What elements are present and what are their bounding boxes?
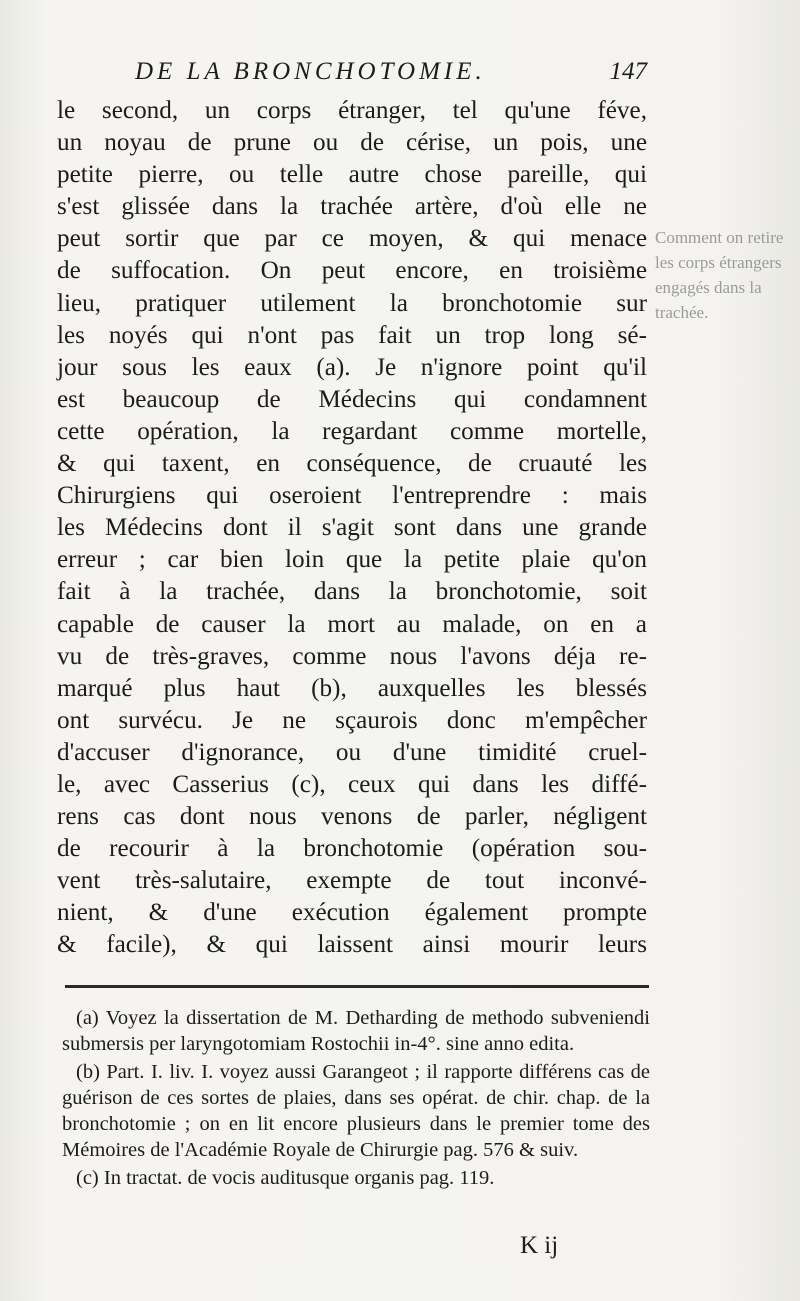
body-line: fait à la trachée, dans la bronchotomie, soit bbox=[57, 578, 647, 606]
footnote-b: (b) Part. I. liv. I. voyez aussi Garangeot ; il rapporte différens cas de guérison de ces sortes de plaies, dans ses opérat. de chir. chap. de la bronchotomie ; on en lit encore plusieurs dans le premier tome des Mémoires de l'Académie Royale de Chirurgie pag. 576 & suiv. bbox=[62, 1061, 650, 1161]
page-number: 147 bbox=[609, 58, 647, 85]
body-line: les Médecins dont il s'agit sont dans une grande bbox=[57, 514, 647, 542]
page-header bbox=[135, 58, 647, 94]
body-line: jour sous les eaux (a). Je n'ignore point qu'il bbox=[57, 353, 647, 381]
body-line: ont survécu. Je ne sçaurois donc m'empêcher bbox=[57, 706, 647, 734]
body-line: Chirurgiens qui oseroient l'entreprendre : mais bbox=[57, 482, 647, 510]
body-line: de recourir à la bronchotomie (opération sou- bbox=[57, 835, 647, 863]
body-line: s'est glissée dans la trachée artère, d'où elle ne bbox=[57, 193, 647, 221]
margin-note: Comment on retire les corps étrangers engagés dans la trachée. bbox=[655, 228, 784, 322]
body-line: peut sortir que par ce moyen, & qui menace bbox=[57, 225, 647, 253]
body-line: cette opération, la regardant comme mortelle, bbox=[57, 417, 647, 445]
footnote-a: (a) Voyez la dissertation de M. Detharding de methodo subveniendi submersis per laryngotomiam Rostochii in-4°. sine anno edita. bbox=[62, 1007, 650, 1055]
footnote-c: (c) In tractat. de vocis auditusque organis pag. 119. bbox=[76, 1167, 495, 1189]
body-line: marqué plus haut (b), auxquelles les blessés bbox=[57, 674, 647, 702]
body-line: erreur ; car bien loin que la petite plaie qu'on bbox=[57, 546, 647, 574]
body-line: est beaucoup de Médecins qui condamnent bbox=[57, 385, 647, 413]
running-head: DE LA BRONCHOTOMIE. bbox=[135, 58, 486, 85]
body-line: lieu, pratiquer utilement la bronchotomie sur bbox=[57, 289, 647, 317]
body-line: & qui taxent, en conséquence, de cruauté les bbox=[57, 450, 647, 478]
body-line: le, avec Casserius (c), ceux qui dans les diffé- bbox=[57, 770, 647, 798]
body-line: rens cas dont nous venons de parler, négligent bbox=[57, 803, 647, 831]
footnote-divider bbox=[65, 985, 649, 988]
body-line: les noyés qui n'ont pas fait un trop long sé- bbox=[57, 321, 647, 349]
body-line: un noyau de prune ou de cérise, un pois, une bbox=[57, 129, 647, 157]
body-line: petite pierre, ou telle autre chose pareille, qui bbox=[57, 161, 647, 189]
signature-mark: K ij bbox=[520, 1232, 559, 1259]
body-line: capable de causer la mort au malade, on en a bbox=[57, 610, 647, 638]
body-text bbox=[57, 95, 647, 962]
body-line: nient, & d'une exécution également prompte bbox=[57, 899, 647, 927]
body-line: de suffocation. On peut encore, en troisième bbox=[57, 257, 647, 285]
body-line: le second, un corps étranger, tel qu'une féve, bbox=[57, 97, 647, 124]
body-line: vent très-salutaire, exempte de tout inconvé- bbox=[57, 867, 647, 895]
body-line: & facile), & qui laissent ainsi mourir leurs bbox=[57, 931, 647, 959]
body-line: vu de très-graves, comme nous l'avons déja re- bbox=[57, 642, 647, 670]
body-line: d'accuser d'ignorance, ou d'une timidité cruel- bbox=[57, 738, 647, 766]
footnotes bbox=[62, 1005, 650, 1193]
